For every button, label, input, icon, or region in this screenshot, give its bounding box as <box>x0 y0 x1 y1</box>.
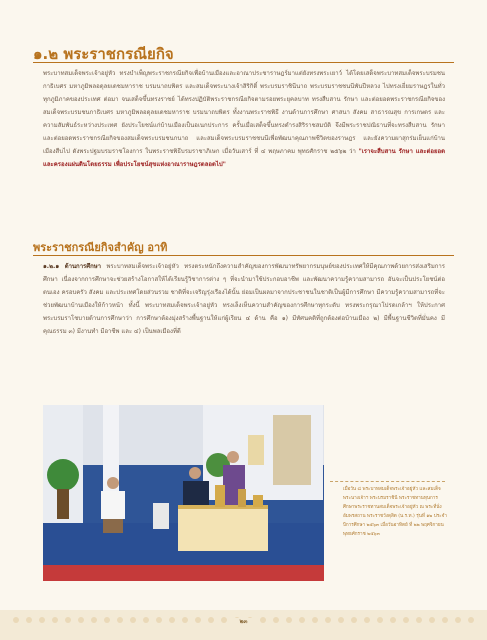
education-paragraph <box>43 260 445 338</box>
subsection-heading: พระราชกรณียกิจสำคัญ อาทิ <box>33 241 168 254</box>
intro-paragraph <box>43 67 445 171</box>
ceremony-photo-illustration <box>43 405 324 581</box>
caption-divider <box>330 481 445 482</box>
section-heading: ๑.๒ พระราชกรณียกิจ <box>33 45 174 63</box>
heading-rule <box>33 62 454 63</box>
intro-paragraph-text: พระบาทสมเด็จพระเจ้าอยู่หัว ทรงบำเพ็ญพระราชกรณียกิจเพื่อบ้านเมืองและอาณาประชาราษฎร์มาแต่ยังทรงพระเยาว์ ได้โดยเสด็จพระบาทสมเด็จพระบรมชนกาธิเบศร มหาภูมิพลอดุลยเดชมหาราช บรมนาถบพิตร และสมเด็จพระนางเจ้าสิริกิติ์ พระบรมราชินีนาถ พระบรมราชชนนีพันปีหลวง ไปทรงเยี่ยมราษฎรในทั่วทุกภูมิภาคของประเทศ ต่อมา จนเสด็จขึ้นทรงราชย์ ได้ทรงปฏิบัติพระราชกรณียกิจตามรอยพระยุคลบาท ทรงสืบสาน รักษา และต่อยอดพระราชกรณียกิจของสมเด็จพระบรมชนกาธิเบศร มหาภูมิพลอดุลยเดชมหาราช บรมนาถบพิตร ทั้งงานพระราชพิธี งานด้านการศึกษา ศาสนา สังคม สาธารณสุข การเกษตร และความสัมพันธ์ระหว่างประเทศ ยังประโยชน์แก่บ้านเมืองเป็นอเนกประการ ครั้นเมื่อเสด็จขึ้นทรงดำรงสิริราชสมบัติ จึงมีพระราชปณิธานที่จะทรงสืบสาน รักษา และต่อยอดพระราชกรณียกิจของสมเด็จพระบรมชนกนาถ และสมเด็จพระบรมราชชนนีเพื่อพัฒนาคุณภาพชีวิตของราษฎร และยังความผาสุกร่มเย็นแก่บ้านเมืองสืบไป ดังพระปฐมบรมราชโองการ ในพระราชพิธีบรมราชาภิเษก เมื่อวันเสาร์ ที่ ๔ พฤษภาคม พุทธศักราช ๒๕๖๒ ว่า <box>43 70 445 155</box>
education-paragraph-text: พระบาทสมเด็จพระเจ้าอยู่หัว ทรงตระหนักถึงความสำคัญของการพัฒนาทรัพยากรมนุษย์ของประเทศให้มีคุณภาพด้วยการส่งเสริมการศึกษา เนื่องจากการศึกษาจะช่วยสร้างโอกาสให้ได้เรียนรู้วิชาการต่าง ๆ ที่จะนำมาใช้ประกอบอาชีพ และพัฒนาความรู้ความสามารถ อันจะเป็นประโยชน์ต่อตนเอง ครอบครัว สังคม และประเทศโดยส่วนรวม ชาติที่จะเจริญรุ่งเรืองได้นั้น ย่อมเป็นผลมาจากประชาชนในชาติเป็นผู้มีการศึกษา มีความรู้ความสามารถที่จะช่วยพัฒนาบ้านเมืองให้ก้าวหน้า ทั้งนี้ พระบาทสมเด็จพระเจ้าอยู่หัว ทรงเล็งเห็นความสำคัญของการศึกษาทุกระดับ ทรงพระกรุณาโปรดเกล้าฯ ให้ประกาศพระบรมราโชบายด้านการศึกษาว่า การศึกษาต้องมุ่งสร้างพื้นฐานให้แก่ผู้เรียน ๔ ด้าน คือ ๑) มีทัศนคติที่ถูกต้องต่อบ้านเมือง ๒) มีพื้นฐานชีวิตที่มั่นคง มีคุณธรรม ๓) มีงานทำ มีอาชีพ และ ๔) เป็นพลเมืองที่ดี <box>43 263 445 335</box>
subsection-rule <box>33 255 454 256</box>
ceremony-photo <box>43 405 324 581</box>
page-number-text: ๒๓ <box>233 618 253 625</box>
education-lead: ๑.๒.๑ ด้านการศึกษา <box>43 263 102 270</box>
photo-caption: เมื่อวัน ๘ พระบาทสมเด็จพระเจ้าอยู่หัว และสมเด็จพระนางเจ้าฯ พระบรมราชินี พระราชทานทุนการศึกษาพระราชทานสมเด็จพระเจ้าอยู่หัว ณ พระที่นั่งอัมพรสถาน พระราชวังดุสิต (น.ร.ท.) รุ่นที่ ๑๒ ประจำปีการศึกษา ๒๕๖๓ เมื่อวันอาทิตย์ ที่ ๒๒ พฤศจิกายน พุทธศักราช ๒๕๖๓ <box>343 487 447 537</box>
page-number <box>0 616 487 626</box>
royal-quote: "เราจะสืบสาน รักษา และต่อยอด และครองแผ่นดินโดยธรรม เพื่อประโยชน์สุขแห่งอาณาราษฎรตลอดไป" <box>43 148 445 168</box>
